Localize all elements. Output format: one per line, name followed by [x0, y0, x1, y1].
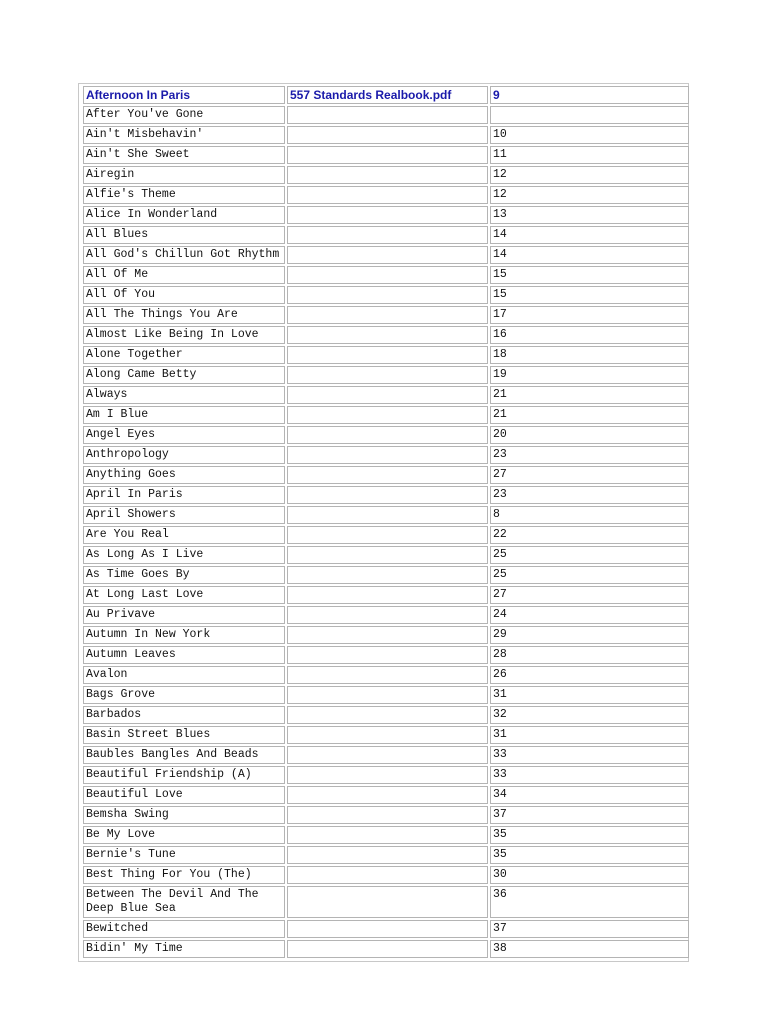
book-cell: [287, 466, 488, 484]
book-cell: [287, 920, 488, 938]
page-number-cell: 10: [490, 126, 689, 144]
page-number-cell: 30: [490, 866, 689, 884]
book-cell: [287, 426, 488, 444]
table-row: [83, 306, 689, 324]
page-number-cell: 23: [490, 486, 689, 504]
table-row: [83, 186, 689, 204]
page-number-cell: 21: [490, 386, 689, 404]
table-row: [83, 566, 689, 584]
page-number-cell: 15: [490, 266, 689, 284]
page-number-cell: 20: [490, 426, 689, 444]
table-row: [83, 146, 689, 164]
song-title-cell: Almost Like Being In Love: [83, 326, 285, 344]
table-row: [83, 106, 689, 124]
page-number-cell: 23: [490, 446, 689, 464]
page-number-cell: 29: [490, 626, 689, 644]
song-title-cell: Bags Grove: [83, 686, 285, 704]
table-row: [83, 226, 689, 244]
table-row: [83, 646, 689, 664]
page-number-cell: 33: [490, 766, 689, 784]
book-cell: [287, 246, 488, 264]
song-title-cell: Barbados: [83, 706, 285, 724]
table-row: [83, 866, 689, 884]
page-number-cell: 25: [490, 566, 689, 584]
page-number-cell: 17: [490, 306, 689, 324]
table-row: [83, 486, 689, 504]
table-row: [83, 686, 689, 704]
table-row: [83, 786, 689, 804]
page-number-cell: 35: [490, 846, 689, 864]
book-cell: [287, 940, 488, 958]
page-number-cell: 28: [490, 646, 689, 664]
book-cell: [287, 126, 488, 144]
page-number-cell: 22: [490, 526, 689, 544]
song-title-cell: Autumn In New York: [83, 626, 285, 644]
table-row: [83, 506, 689, 524]
page-number-cell: 38: [490, 940, 689, 958]
song-title-cell: Baubles Bangles And Beads: [83, 746, 285, 764]
song-index-sheet: [78, 83, 689, 962]
table-row: [83, 606, 689, 624]
table-row: [83, 126, 689, 144]
book-cell: [287, 446, 488, 464]
page-number-cell: 33: [490, 746, 689, 764]
header-book-name: 557 Standards Realbook.pdf: [287, 86, 488, 104]
table-row: [83, 286, 689, 304]
page-number-cell: 8: [490, 506, 689, 524]
song-title-cell: All The Things You Are: [83, 306, 285, 324]
song-title-cell: April In Paris: [83, 486, 285, 504]
song-title-cell: Bemsha Swing: [83, 806, 285, 824]
book-cell: [287, 626, 488, 644]
song-title-cell: Airegin: [83, 166, 285, 184]
page-number-cell: 26: [490, 666, 689, 684]
song-title-cell: Au Privave: [83, 606, 285, 624]
page-number-cell: 31: [490, 726, 689, 744]
book-cell: [287, 786, 488, 804]
table-row: [83, 386, 689, 404]
book-cell: [287, 646, 488, 664]
song-title-cell: Alone Together: [83, 346, 285, 364]
book-cell: [287, 506, 488, 524]
song-title-cell: Along Came Betty: [83, 366, 285, 384]
book-cell: [287, 526, 488, 544]
book-cell: [287, 486, 488, 504]
header-song-title: Afternoon In Paris: [83, 86, 285, 104]
book-cell: [287, 166, 488, 184]
book-cell: [287, 746, 488, 764]
page-number-cell: 32: [490, 706, 689, 724]
book-cell: [287, 386, 488, 404]
page-number-cell: 27: [490, 466, 689, 484]
table-row: [83, 626, 689, 644]
page-number-cell: 37: [490, 920, 689, 938]
page-number-cell: 14: [490, 246, 689, 264]
header-page-number: 9: [490, 86, 689, 104]
song-title-cell: Beautiful Love: [83, 786, 285, 804]
page-number-cell: 18: [490, 346, 689, 364]
page-number-cell: 25: [490, 546, 689, 564]
page-number-cell: 35: [490, 826, 689, 844]
book-cell: [287, 406, 488, 424]
book-cell: [287, 346, 488, 364]
table-row: [83, 666, 689, 684]
table-header-row: [83, 86, 689, 104]
table-row: [83, 326, 689, 344]
table-row: [83, 726, 689, 744]
page-number-cell: 37: [490, 806, 689, 824]
book-cell: [287, 186, 488, 204]
table-row: [83, 766, 689, 784]
page-number-cell: 12: [490, 166, 689, 184]
song-title-cell: Avalon: [83, 666, 285, 684]
song-title-cell: Between The Devil And The Deep Blue Sea: [83, 886, 285, 918]
book-cell: [287, 106, 488, 124]
song-title-cell: Beautiful Friendship (A): [83, 766, 285, 784]
page-number-cell: 31: [490, 686, 689, 704]
table-row: [83, 746, 689, 764]
book-cell: [287, 326, 488, 344]
page-number-cell: 36: [490, 886, 689, 918]
song-title-cell: All Of Me: [83, 266, 285, 284]
song-title-cell: After You've Gone: [83, 106, 285, 124]
page-number-cell: 11: [490, 146, 689, 164]
page-number-cell: 16: [490, 326, 689, 344]
book-cell: [287, 286, 488, 304]
song-title-cell: Best Thing For You (The): [83, 866, 285, 884]
table-row: [83, 266, 689, 284]
table-row: [83, 706, 689, 724]
book-cell: [287, 666, 488, 684]
song-index-body: [83, 86, 689, 958]
song-title-cell: Ain't She Sweet: [83, 146, 285, 164]
table-row: [83, 246, 689, 264]
book-cell: [287, 706, 488, 724]
page-number-cell: 15: [490, 286, 689, 304]
table-row: [83, 406, 689, 424]
song-title-cell: Are You Real: [83, 526, 285, 544]
song-title-cell: Anything Goes: [83, 466, 285, 484]
book-cell: [287, 886, 488, 918]
book-cell: [287, 766, 488, 784]
song-title-cell: Bewitched: [83, 920, 285, 938]
page-number-cell: 34: [490, 786, 689, 804]
book-cell: [287, 206, 488, 224]
book-cell: [287, 146, 488, 164]
page-number-cell: [490, 106, 689, 124]
song-title-cell: As Long As I Live: [83, 546, 285, 564]
song-title-cell: Anthropology: [83, 446, 285, 464]
book-cell: [287, 566, 488, 584]
song-title-cell: Autumn Leaves: [83, 646, 285, 664]
book-cell: [287, 866, 488, 884]
book-cell: [287, 806, 488, 824]
table-row: [83, 920, 689, 938]
table-row: [83, 466, 689, 484]
table-row: [83, 940, 689, 958]
song-title-cell: Always: [83, 386, 285, 404]
song-title-cell: Alice In Wonderland: [83, 206, 285, 224]
page-number-cell: 27: [490, 586, 689, 604]
table-row: [83, 586, 689, 604]
book-cell: [287, 726, 488, 744]
page-number-cell: 19: [490, 366, 689, 384]
song-title-cell: Alfie's Theme: [83, 186, 285, 204]
page-number-cell: 14: [490, 226, 689, 244]
book-cell: [287, 586, 488, 604]
table-row: [83, 346, 689, 364]
song-title-cell: Basin Street Blues: [83, 726, 285, 744]
table-row: [83, 426, 689, 444]
book-cell: [287, 226, 488, 244]
table-row: [83, 446, 689, 464]
song-title-cell: Am I Blue: [83, 406, 285, 424]
song-title-cell: April Showers: [83, 506, 285, 524]
page-number-cell: 13: [490, 206, 689, 224]
table-row: [83, 526, 689, 544]
page-number-cell: 12: [490, 186, 689, 204]
song-title-cell: As Time Goes By: [83, 566, 285, 584]
book-cell: [287, 306, 488, 324]
book-cell: [287, 546, 488, 564]
book-cell: [287, 846, 488, 864]
table-row: [83, 846, 689, 864]
book-cell: [287, 366, 488, 384]
table-row: [83, 166, 689, 184]
page-number-cell: 24: [490, 606, 689, 624]
table-row: [83, 206, 689, 224]
song-title-cell: All Blues: [83, 226, 285, 244]
song-title-cell: Ain't Misbehavin': [83, 126, 285, 144]
table-row: [83, 826, 689, 844]
book-cell: [287, 826, 488, 844]
song-title-cell: Angel Eyes: [83, 426, 285, 444]
song-title-cell: All Of You: [83, 286, 285, 304]
table-row: [83, 806, 689, 824]
table-row: [83, 366, 689, 384]
book-cell: [287, 606, 488, 624]
song-title-cell: All God's Chillun Got Rhythm: [83, 246, 285, 264]
book-cell: [287, 266, 488, 284]
song-title-cell: Bidin' My Time: [83, 940, 285, 958]
table-row: [83, 546, 689, 564]
song-title-cell: Bernie's Tune: [83, 846, 285, 864]
book-cell: [287, 686, 488, 704]
table-row: [83, 886, 689, 918]
song-index-table: [81, 84, 691, 960]
page-number-cell: 21: [490, 406, 689, 424]
song-title-cell: Be My Love: [83, 826, 285, 844]
song-title-cell: At Long Last Love: [83, 586, 285, 604]
